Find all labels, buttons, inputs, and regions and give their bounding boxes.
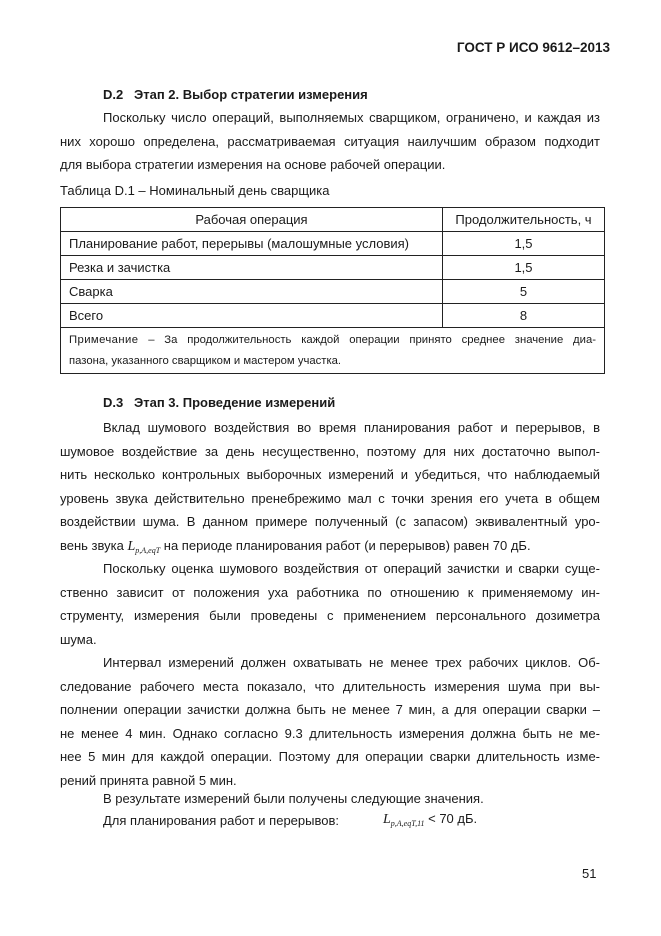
table-row <box>61 280 605 304</box>
table-row <box>61 232 605 256</box>
column-header-duration: Продолжительность, ч <box>443 208 605 232</box>
table-cell-duration: 1,5 <box>443 256 605 280</box>
section-d3-paragraph-1 <box>60 416 600 563</box>
section-d3-paragraph-4: В результате измерений были получены следующие значения. <box>103 791 484 806</box>
paragraph-line: нее 5 мин для каждой операции. Поэтому для операции сварки длительность изме- <box>60 749 600 765</box>
section-d2-heading <box>103 87 368 102</box>
sound-level-symbol: $L_{p,A,eqT}$ <box>127 538 161 555</box>
table-cell-operation: Сварка <box>61 280 443 304</box>
paragraph-line: уровень звука действительно пренебрежимо мал с точки зрения его учета в общем <box>60 490 600 506</box>
paragraph-line: Интервал измерений должен охватывать не менее трех рабочих циклов. Об- <box>103 655 600 670</box>
paragraph-line: струменту, измерения были проведены с применением персонального дозиметра <box>60 608 600 624</box>
note-text: пазона, указанного сварщиком и мастером участка. <box>69 354 342 367</box>
section-d3-number: D.3 <box>103 395 124 410</box>
inline-text: вень звука <box>60 537 124 553</box>
paragraph-line: для выбора стратегии измерения на основе рабочей операции. <box>60 157 446 173</box>
table-row <box>61 256 605 280</box>
paragraph-line: воздействии шума. В данном примере полученный (с запасом) эквивалентный уро- <box>60 514 600 530</box>
paragraph-line: полнении операции зачистки должна быть не менее 7 мин, а для операции сварки – <box>60 702 600 718</box>
table-cell-operation: Планирование работ, перерывы (малошумные условия) <box>61 232 443 256</box>
section-d2-number: D.2 <box>103 87 124 102</box>
table-header-row <box>61 208 605 232</box>
paragraph-line: шумовое воздействие за день несущественно, поэтому для них достаточно выпол- <box>60 443 600 459</box>
table-cell-duration: 5 <box>443 280 605 304</box>
inline-text: на периоде планирования работ (и перерывов) равен 70 дБ. <box>163 537 531 553</box>
planning-result-value: $L_{p,A,eqT,11} < 70$ дБ. <box>383 811 478 828</box>
table-cell-duration: 8 <box>443 304 605 328</box>
welder-day-table <box>60 207 605 374</box>
note-text: – За продолжительность каждой операции принято среднее значение диа- <box>138 333 596 346</box>
paragraph-line: Поскольку оценка шумового воздействия от операций зачистки и сварки суще- <box>103 561 600 576</box>
paragraph-line: ственно зависит от положения уха работника по отношению к применяемому ин- <box>60 584 600 600</box>
section-d3-title: Этап 3. Проведение измерений <box>134 395 336 410</box>
section-d2-title: Этап 2. Выбор стратегии измерения <box>134 87 368 102</box>
table-note <box>61 328 605 374</box>
column-header-operation: Рабочая операция <box>61 208 443 232</box>
document-header: ГОСТ Р ИСО 9612–2013 <box>456 40 610 55</box>
section-d2-paragraph <box>60 106 600 177</box>
table-cell-operation: Резка и зачистка <box>61 256 443 280</box>
paragraph-line: не менее 4 мин. Однако согласно 9.3 длительность измерения должна быть не ме- <box>60 725 600 741</box>
table-note-row <box>61 328 605 374</box>
note-label: Примечание <box>69 333 139 346</box>
page-number: 51 <box>582 866 597 881</box>
sound-level-symbol: $L_{p,A,eqT,11}$ <box>383 812 425 828</box>
section-d3-paragraph-3 <box>60 651 600 793</box>
paragraph-line: Вклад шумового воздействия во время планирования работ и перерывов, в <box>103 420 600 435</box>
planning-result-label: Для планирования работ и перерывов: <box>103 813 339 828</box>
paragraph-line: Поскольку число операций, выполняемых сварщиком, ограничено, и каждая из <box>103 110 600 125</box>
table-row <box>61 304 605 328</box>
paragraph-line: рений принята равной 5 мин. <box>60 772 237 788</box>
paragraph-line: нить несколько контрольных выборочных измерений и убедиться, что наблюдаемый <box>60 467 600 483</box>
paragraph-line: шума. <box>60 631 97 647</box>
section-d3-heading <box>103 395 335 410</box>
paragraph-line: следование рабочего места показало, что длительность измерения шума при вы- <box>60 678 600 694</box>
table-cell-duration: 1,5 <box>443 232 605 256</box>
table-cell-operation: Всего <box>61 304 443 328</box>
paragraph-line: них хорошо определена, рассматриваемая ситуация наилучшим образом подходит <box>60 133 600 149</box>
table-caption: Таблица D.1 – Номинальный день сварщика <box>60 183 330 198</box>
section-d3-paragraph-2 <box>60 557 600 651</box>
